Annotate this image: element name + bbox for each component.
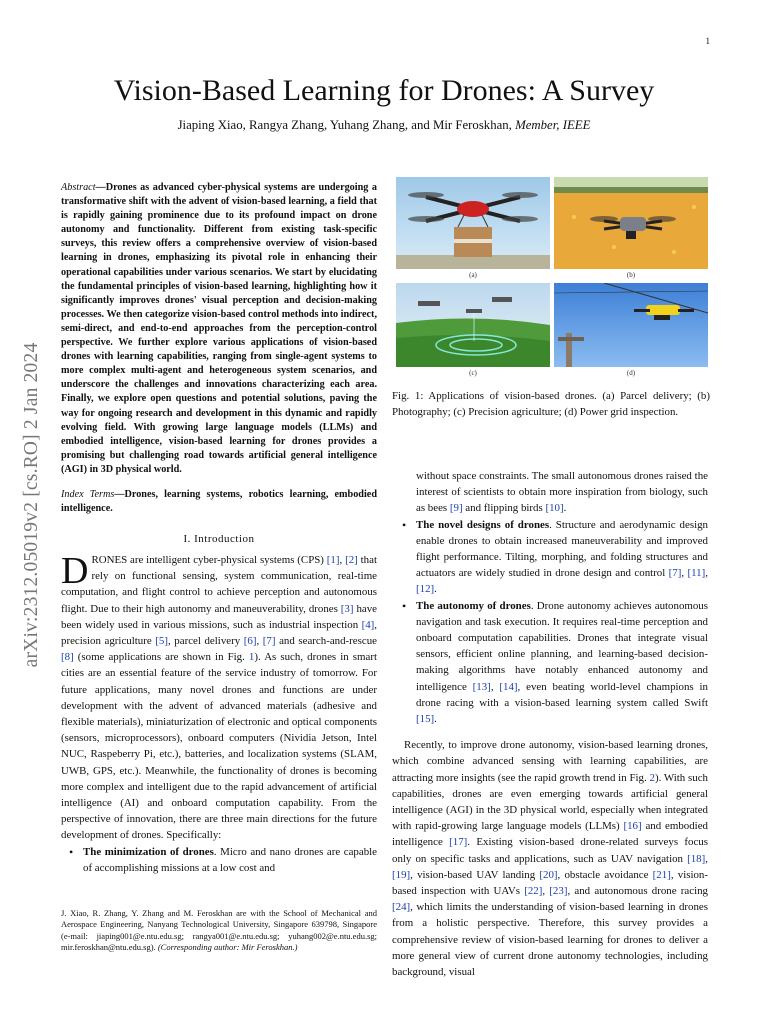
arxiv-sidebar bbox=[7, 285, 57, 725]
text-run: that rely on functional sensing, system communication, real-time computation, and flight control to achieve perception and autonomous flight. Due to their high autonomy and maneuverability, drones bbox=[61, 554, 377, 615]
bullet-heading: The novel designs of drones bbox=[416, 518, 550, 531]
citation-link[interactable]: [17] bbox=[449, 836, 468, 849]
text-run: , bbox=[339, 554, 346, 566]
citation-link[interactable]: [3] bbox=[340, 602, 354, 615]
text-run: Recently, to improve drone autonomy, vision-based learning drones, which combine advanced sensing with learning capabilities, are attracting more insights (see the rapid growth trend in Fig. bbox=[392, 739, 708, 784]
bullet-list bbox=[392, 517, 708, 728]
citation-link[interactable]: [23] bbox=[549, 885, 568, 898]
index-terms-label: Index Terms bbox=[61, 489, 115, 500]
text-run: , obstacle avoidance bbox=[557, 868, 653, 881]
author-names: Jiaping Xiao, Rangya Zhang, Yuhang Zhang, and Mir Feroskhan, bbox=[177, 118, 512, 132]
citation-link[interactable]: [7] bbox=[668, 567, 682, 580]
citation-link[interactable]: [11] bbox=[687, 567, 706, 580]
author-footnote bbox=[61, 908, 377, 954]
citation-link[interactable]: [4] bbox=[361, 618, 375, 631]
bullet-heading: The minimization of drones bbox=[83, 845, 214, 858]
bullet-continuation bbox=[392, 468, 708, 517]
text-run: . bbox=[434, 713, 437, 726]
text-run: , which limits the understanding of vision-based learning in drones from a holistic perspective. Therefore, this survey provides a comprehensive review of vision-based learning for drones to deliver a more general view of current drone autonomy technologies, including background, visual bbox=[392, 901, 708, 979]
text-run: and embodied intelligence bbox=[392, 820, 708, 849]
text-run: ). As such, drones in smart cities are an essential feature of the service industry of tomorrow. For future applications, many novel drones and functions are under development with the advent of advanced materials (adhesive and flexible materials), miniaturization of electronic and optical components (sensors, microprocessors), onboard computers (Nividia Jetson, Intel NUC, Raspeberry Pi, etc.), batteries, and localization systems (SLAM, UWB, GPS, etc.). Meanwhile, the functionality of drones is becoming more complex and intelligent due to the rapid advancement of artificial intelligence (AI) and onboard computation capability. From the perspective of innovation, there are three main directions for the future development of drones. Specifically: bbox=[61, 651, 377, 842]
abstract-label: Abstract bbox=[61, 182, 96, 193]
citation-link[interactable]: [18] bbox=[687, 852, 706, 865]
text-run: , parcel delivery bbox=[167, 635, 244, 648]
text-run: and search-and-rescue bbox=[275, 635, 377, 648]
text-run: ). With such capabilities, drones are even emerging towards artificial general intelligence (AGI) in the 3D physical world, especially when integrated with rapid-growing large language models (LLMs) bbox=[392, 771, 708, 833]
citation-link[interactable]: [15] bbox=[416, 713, 435, 726]
citation-link[interactable]: [7] bbox=[262, 635, 276, 648]
list-item bbox=[416, 517, 708, 598]
text-run: and flipping birds bbox=[462, 502, 546, 515]
bullet-heading: The autonomy of drones bbox=[416, 599, 531, 612]
text-run: , vision-based UAV landing bbox=[410, 868, 540, 881]
text-run: , bbox=[490, 680, 500, 693]
citation-link[interactable]: [13] bbox=[472, 680, 491, 693]
text-run: , bbox=[681, 567, 688, 580]
citation-link[interactable]: [12] bbox=[416, 583, 435, 596]
text-run: , bbox=[256, 635, 263, 648]
subfigure-b-label: (b) bbox=[626, 271, 636, 279]
text-run: RONES are intelligent cyber-physical systems (CPS) bbox=[91, 554, 327, 566]
list-item bbox=[416, 598, 708, 728]
precision-agriculture-drone-image bbox=[396, 283, 550, 367]
citation-link[interactable]: [10] bbox=[545, 502, 564, 515]
citation-link[interactable]: [14] bbox=[499, 680, 518, 693]
figure-link[interactable]: 1 bbox=[248, 651, 255, 664]
citation-link[interactable]: [2] bbox=[345, 554, 358, 566]
footnote-text: J. Xiao, R. Zhang, Y. Zhang and M. Feroskhan are with the School of Mechanical and Aerospace Engineering, Nanyang Technological University, Singapore 639798, Singapore (e-mail: jiaping001@e.ntu.edu.sg; rangya001@e.ntu.edu.sg; yuhang002@e.ntu.edu.sg; mir.feroskhan@ntu.edu.sg). bbox=[61, 908, 377, 953]
text-run: without space constraints. The small autonomous drones raised the interest of scientists to obtain more inspiration from biology, such as bees bbox=[416, 470, 708, 515]
citation-link[interactable]: [9] bbox=[449, 502, 463, 515]
text-run: , vision-based inspection with UAVs bbox=[392, 868, 708, 898]
abstract bbox=[61, 181, 377, 477]
text-run: . Existing vision-based drone-related surveys focus only on specific tasks and applications, such as UAV navigation bbox=[392, 836, 708, 865]
text-run: (some applications are shown in Fig. bbox=[73, 651, 249, 664]
arxiv-identifier: arXiv:2312.05019v2 [cs.RO] 2 Jan 2024 bbox=[21, 342, 42, 668]
section-heading: I. Introduction bbox=[183, 533, 255, 545]
text-run: , precision agriculture bbox=[61, 618, 377, 648]
citation-link[interactable]: [6] bbox=[243, 635, 257, 648]
text-run: . bbox=[563, 502, 567, 515]
right-column-text bbox=[392, 468, 708, 980]
index-terms bbox=[61, 488, 377, 516]
page-number: 1 bbox=[705, 36, 710, 46]
paper-title: Vision-Based Learning for Drones: A Survey bbox=[113, 74, 655, 107]
text-run: , bbox=[705, 567, 708, 580]
power-grid-inspection-drone-image bbox=[554, 283, 708, 367]
citation-link[interactable]: [8] bbox=[61, 651, 74, 664]
photography-drone-image bbox=[554, 177, 708, 269]
citation-link[interactable]: [20] bbox=[539, 868, 558, 881]
parcel-delivery-drone-image bbox=[396, 177, 550, 269]
figure-link[interactable]: 2 bbox=[649, 771, 655, 784]
bullet-list bbox=[61, 844, 377, 876]
paragraph bbox=[392, 737, 708, 980]
text-run: , and autonomous drone racing bbox=[567, 885, 708, 898]
text-run: , bbox=[705, 852, 708, 865]
subfigure-d-label: (d) bbox=[626, 369, 636, 377]
drop-cap: D bbox=[61, 550, 89, 592]
intro-paragraph bbox=[61, 552, 377, 844]
citation-link[interactable]: [19] bbox=[392, 868, 411, 881]
subfigure-a-label: (a) bbox=[469, 271, 477, 279]
citation-link[interactable]: [5] bbox=[155, 635, 168, 648]
figure-1 bbox=[396, 177, 708, 377]
text-run: . Drone autonomy achieves autonomous navigation and task execution. It requires real-time perception and onboard computation capabilities. Drones that integrate visual sensors, efficient online planning, and learning-based decision-making algorithms have notably enhanced autonomy and intelligence bbox=[416, 599, 708, 693]
corresponding-author-note: (Corresponding author: Mir Feroskhan.) bbox=[157, 942, 298, 953]
citation-link[interactable]: [24] bbox=[392, 901, 411, 914]
author-membership: Member, IEEE bbox=[515, 118, 591, 132]
text-run: . bbox=[434, 583, 437, 596]
introduction-text bbox=[61, 552, 377, 876]
author-list bbox=[60, 118, 708, 133]
text-run: have been widely used in various missions, such as industrial inspection bbox=[61, 602, 377, 631]
subfigure-c-label: (c) bbox=[469, 369, 477, 377]
figure-1-caption: Fig. 1: Applications of vision-based drones. (a) Parcel delivery; (b) Photography; (c) Precision agriculture; (d) Power grid inspection. bbox=[392, 390, 710, 418]
text-run: , bbox=[542, 885, 550, 898]
text-run: , even beating world-level champions in drone racing with a vision-based learning system called Swift bbox=[416, 680, 708, 709]
citation-link[interactable]: [22] bbox=[524, 885, 543, 898]
citation-link[interactable]: [21] bbox=[652, 868, 671, 881]
abstract-text: —Drones as advanced cyber-physical systems are undergoing a transformative shift with the advent of vision-based learning, a field that is rapidly gaining prominence due to its profound impact on drone autonomy and functionality. Different from existing task-specific surveys, this review offers a comprehensive overview of vision-based learning in drones, emphasizing its pivotal role in enhancing their operational capabilities under various scenarios. We start by elucidating the fundamental principles of vision-based learning, highlighting how it significantly improves drones' visual perception and decision-making processes. We then categorize vision-based control methods into indirect, semi-direct, and end-to-end approaches from the perception-control perspective. We further explore various applications of vision-based drones with learning capabilities, ranging from single-agent systems to more complex multi-agent and heterogeneous system scenarios, and underscore the challenges and innovations characterizing each area. Finally, we explore open questions and potential solutions, paving the way for ongoing research and development in this dynamic and rapidly evolving field. With growing large language models (LLMs) and embodied intelligence, vision-based learning for drones provides a promising but challenging road towards artificial general intelligence (AGI) in 3D physical world. bbox=[61, 182, 377, 475]
index-terms-text: —Drones, learning systems, robotics learning, embodied intelligence. bbox=[61, 489, 377, 514]
text-run: . Micro and nano drones are capable of accomplishing missions at a low cost and bbox=[83, 845, 378, 874]
list-item bbox=[83, 844, 377, 876]
citation-link[interactable]: [1] bbox=[326, 554, 340, 566]
citation-link[interactable]: [16] bbox=[623, 820, 642, 833]
text-run: . Structure and aerodynamic design enable drones to obtain increased maneuverability and improved flight performance. Tilting, morphing, and folding structures and actuators are widely studied in drone design and control bbox=[416, 518, 708, 580]
